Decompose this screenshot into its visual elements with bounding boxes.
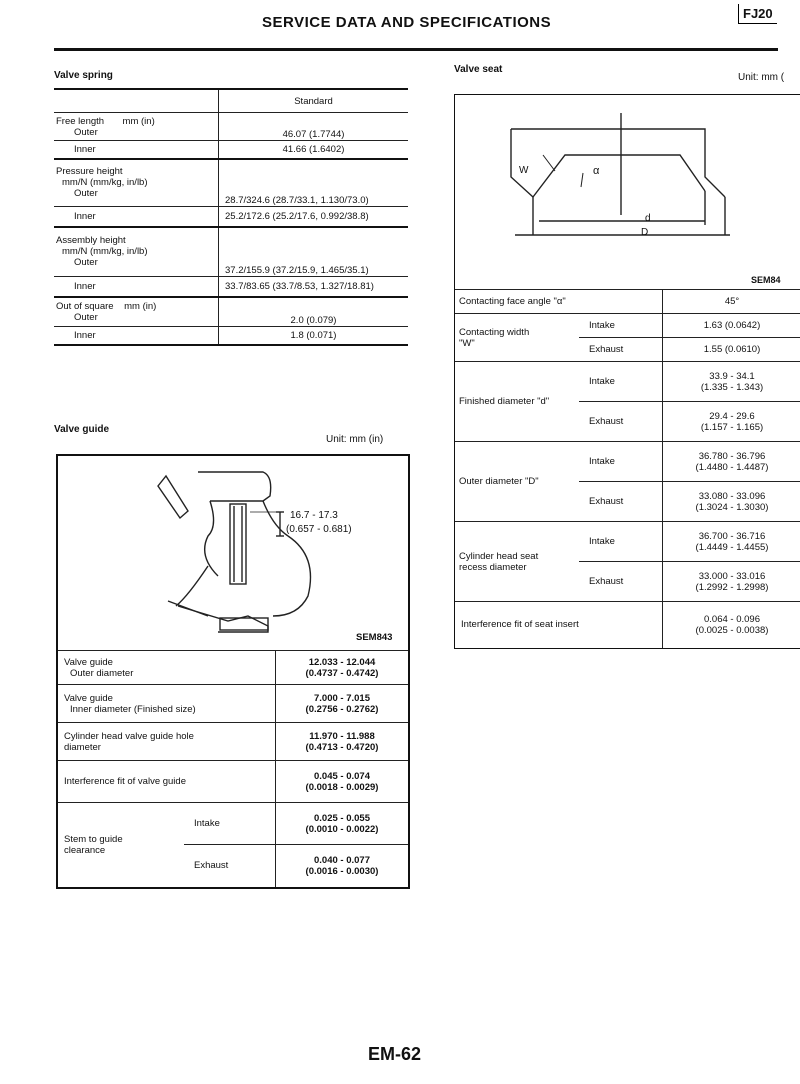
valve-guide-drawing [58,456,408,650]
pressure-height-inner: 25.2/172.6 (25.2/17.6, 0.992/38.8) [219,207,409,227]
valve-seat-drawing [455,95,800,289]
spring-row-free-length: Free length mm (in) Outer [54,113,219,141]
table-row: Exhaust 1.55 (0.0610) [455,338,800,362]
valve-seat-figure [455,95,800,289]
table-row: Exhaust 33.080 - 33.096 (1.3024 - 1.3030) [455,482,800,522]
label-d: d [645,213,651,224]
spring-row-out-of-square: Out of square mm (in) Outer [54,297,219,327]
assembly-height-outer: 37.2/155.9 (37.2/15.9, 1.465/35.1) [219,227,409,277]
column-header-standard: Standard [219,89,409,113]
table-row: Cylinder head valve guide hole diameter 11.970 - 11.988 (0.4713 - 0.4720) [58,723,408,761]
table-row: Valve guide Inner diameter (Finished size) 7.000 - 7.015 (0.2756 - 0.2762) [58,685,408,723]
valve-guide-figure [58,456,408,650]
page-title: SERVICE DATA AND SPECIFICATIONS [262,14,552,31]
valve-seat-table [454,94,800,649]
pressure-height-outer: 28.7/324.6 (28.7/33.1, 1.130/73.0) [219,159,409,207]
guide-dimension: 16.7 - 17.3 [290,510,338,521]
valve-guide-table [56,454,410,889]
out-of-square-inner: 1.8 (0.071) [219,327,409,345]
figure-code: SEM84 [751,275,781,285]
valve-seat-unit: Unit: mm ( [738,72,785,83]
out-of-square-outer: 2.0 (0.079) [219,297,409,327]
table-row: Exhaust 29.4 - 29.6 (1.157 - 1.165) [455,402,800,442]
header-rule [54,48,778,51]
spring-row-assembly-height: Assembly height mm/N (mm/kg, in/lb) Outer [54,227,219,277]
free-length-inner: 41.66 (1.6402) [219,141,409,159]
page-number: EM-62 [368,1044,422,1064]
table-row: Contacting face angle "α" 45° [455,290,800,314]
table-row: Interference fit of seat insert 0.064 - 0.096 (0.0025 - 0.0038) [455,602,800,648]
table-row: Exhaust 33.000 - 33.016 (1.2992 - 1.2998) [455,562,800,602]
table-row: Outer diameter "D" Intake 36.780 - 36.796 (1.4480 - 1.4487) [455,442,800,482]
page-code: FJ20 [738,4,777,24]
free-length-outer: 46.07 (1.7744) [219,113,409,141]
valve-guide-heading: Valve guide [54,424,110,435]
table-row: Valve guide Outer diameter 12.033 - 12.044 (0.4737 - 0.4742) [58,651,408,685]
table-row: Contacting width "W" Intake 1.63 (0.0642) [455,314,800,338]
label-D: D [641,227,649,238]
label-w: W [519,165,529,176]
valve-seat-heading: Valve seat [454,64,503,75]
table-row: Finished diameter "d" Intake 33.9 - 34.1 (1.335 - 1.343) [455,362,800,402]
guide-dimension-in: (0.657 - 0.681) [286,524,352,535]
assembly-height-inner: 33.7/83.65 (33.7/8.53, 1.327/18.81) [219,277,409,297]
table-row: Cylinder head seat recess diameter Intake 36.700 - 36.716 (1.4449 - 1.4455) [455,522,800,562]
table-row: Stem to guide clearance Intake 0.025 - 0.055 (0.0010 - 0.0022) [58,803,408,845]
label-alpha: α [593,165,600,177]
table-row: Exhaust 0.040 - 0.077 (0.0016 - 0.0030) [58,845,408,887]
valve-spring-table: Standard Free length mm (in) Outer 46.07 (1.7744) Inner 41.66 (1.6402) Pressure height mm/N (mm/kg, in/lb) Outer 28.7/324.6 (28.7/33.1, 1.130/73.0) Inner 25.2/172.6 (25.2/17.6, 0.992/38.8) Assembly height mm/N (mm/kg, in/lb) Outer 37.2/155.9 (37.2/15.9, 1.465/35.1) Inner 33.7/83.65 (33.7/8.53, 1.327/18.81) Out of square mm (in) Outer 2.0 (0.079) Inner 1.8 (0.071) [54,88,408,346]
figure-code: SEM843 [356,632,393,643]
table-row: Interference fit of valve guide 0.045 - 0.074 (0.0018 - 0.0029) [58,761,408,803]
spring-row-pressure-height: Pressure height mm/N (mm/kg, in/lb) Outer [54,159,219,207]
valve-guide-unit: Unit: mm (in) [326,434,384,445]
valve-spring-heading: Valve spring [54,70,113,81]
